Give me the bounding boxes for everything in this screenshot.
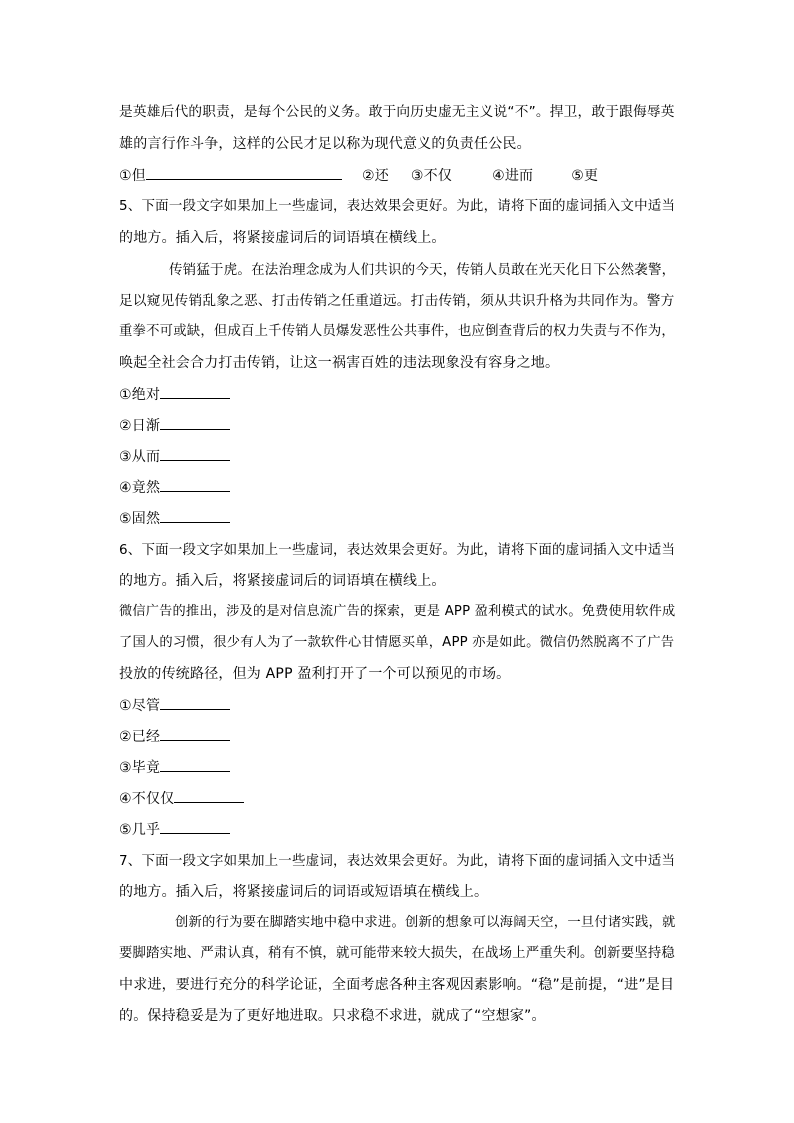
q7-prompt-line-1: 7、下面一段文字如果加上一些虚词，表达效果会更好。为此，请将下面的虚词插入文中适当	[119, 853, 676, 869]
q6-passage-line-2: 了国人的习惯，很少有人为了一款软件心甘情愿买单，APP 亦是如此。微信仍然脱离不了广告	[119, 635, 675, 650]
answer-blank[interactable]	[160, 757, 230, 772]
q6-prompt-line-2: 的地方。插入后，将紧接虚词后的词语填在横线上。	[119, 573, 446, 589]
q7-passage-line-4: 的。保持稳妥是为了更好地进取。只求稳不求进，就成了“空想家”。	[119, 1008, 546, 1024]
option-label: ②日渐	[119, 418, 161, 434]
q6-option-5	[119, 819, 230, 840]
option-label: ④不仅仅	[119, 791, 175, 807]
answer-blank[interactable]	[174, 788, 244, 803]
answer-blank[interactable]	[160, 508, 230, 523]
q5-option-3	[119, 446, 230, 467]
q5-option-5	[119, 508, 230, 529]
q5-prompt-line-1: 5、下面一段文字如果加上一些虚词，表达效果会更好。为此，请将下面的虚词插入文中适当	[119, 198, 676, 214]
answer-blank[interactable]	[160, 477, 230, 492]
option-1: ①但	[119, 168, 146, 184]
q7-passage-line-1: 创新的行为要在脚踏实地中稳中求进。创新的想象可以海阔天空，一旦付诸实践，就	[175, 915, 676, 930]
answer-blank[interactable]	[160, 726, 230, 741]
q7-prompt-line-2: 的地方。插入后，将紧接虚词后的词语或短语填在横线上。	[119, 884, 489, 900]
q7-passage-line-2: 要脚踏实地、严肃认真，稍有不慎，就可能带来较大损失，在战场上严重失利。创新要坚持稳	[119, 946, 675, 961]
option-4: ④进而	[492, 168, 534, 184]
answer-blank[interactable]	[160, 819, 230, 834]
option-label: ①尽管	[119, 698, 161, 714]
q6-option-3	[119, 757, 230, 778]
option-2: ②还	[361, 168, 389, 184]
q6-option-2	[119, 726, 230, 747]
q6-prompt-line-1: 6、下面一段文字如果加上一些虚词，表达效果会更好。为此，请将下面的虚词插入文中适当	[119, 542, 676, 558]
intro-options	[119, 165, 598, 186]
answer-blank[interactable]	[160, 384, 230, 399]
q5-prompt-line-2: 的地方。插入后，将紧接虚词后的词语填在横线上。	[119, 230, 446, 246]
option-label: ③毕竟	[119, 760, 161, 776]
q5-option-2	[119, 415, 230, 436]
q5-passage-line-2: 足以窥见传销乱象之恶、打击传销之任重道远。打击传销，须从共识升格为共同作为。警方	[119, 293, 675, 309]
answer-blank[interactable]	[146, 165, 342, 180]
intro-line-1: 是英雄后代的职责，是每个公民的义务。敢于向历史虚无主义说“不”。捍卫，敢于跟侮辱英	[119, 104, 675, 120]
answer-blank[interactable]	[160, 695, 230, 710]
answer-blank[interactable]	[160, 446, 230, 461]
option-label: ⑤几乎	[119, 822, 161, 838]
option-5: ⑤更	[571, 168, 599, 184]
q7-passage-line-3: 中求进，要进行充分的科学论证，全面考虑各种主客观因素影响。“稳”是前提，“进”是目	[119, 977, 675, 993]
q5-passage-line-1: 传销猛于虎。在法治理念成为人们共识的今天，传销人员敢在光天化日下公然袭警，	[169, 262, 676, 278]
q6-option-1	[119, 695, 230, 716]
option-label: ①绝对	[119, 387, 161, 403]
q6-passage-line-3: 投放的传统路径，但为 APP 盈利打开了一个可以预见的市场。	[119, 666, 511, 682]
q5-passage-line-3: 重拳不可或缺，但成百上千传销人员爆发恶性公共事件，也应倒查背后的权力失责与不作为，	[119, 324, 675, 339]
option-label: ④竟然	[119, 480, 161, 496]
option-label: ②已经	[119, 729, 161, 745]
q6-passage-line-1: 微信广告的推出，涉及的是对信息流广告的探索，更是 APP 盈利模式的试水。免费使用软件成	[119, 604, 676, 619]
q5-passage-line-4: 唤起全社会合力打击传销，让这一祸害百姓的违法现象没有容身之地。	[119, 355, 560, 371]
option-label: ③从而	[119, 449, 161, 465]
answer-blank[interactable]	[160, 415, 230, 430]
q6-option-4	[119, 788, 244, 809]
q5-option-4	[119, 477, 230, 498]
option-3: ③不仅	[410, 168, 453, 184]
intro-line-2: 雄的言行作斗争，这样的公民才足以称为现代意义的负责任公民。	[119, 136, 531, 152]
q5-option-1	[119, 384, 230, 405]
option-label: ⑤固然	[119, 511, 161, 527]
